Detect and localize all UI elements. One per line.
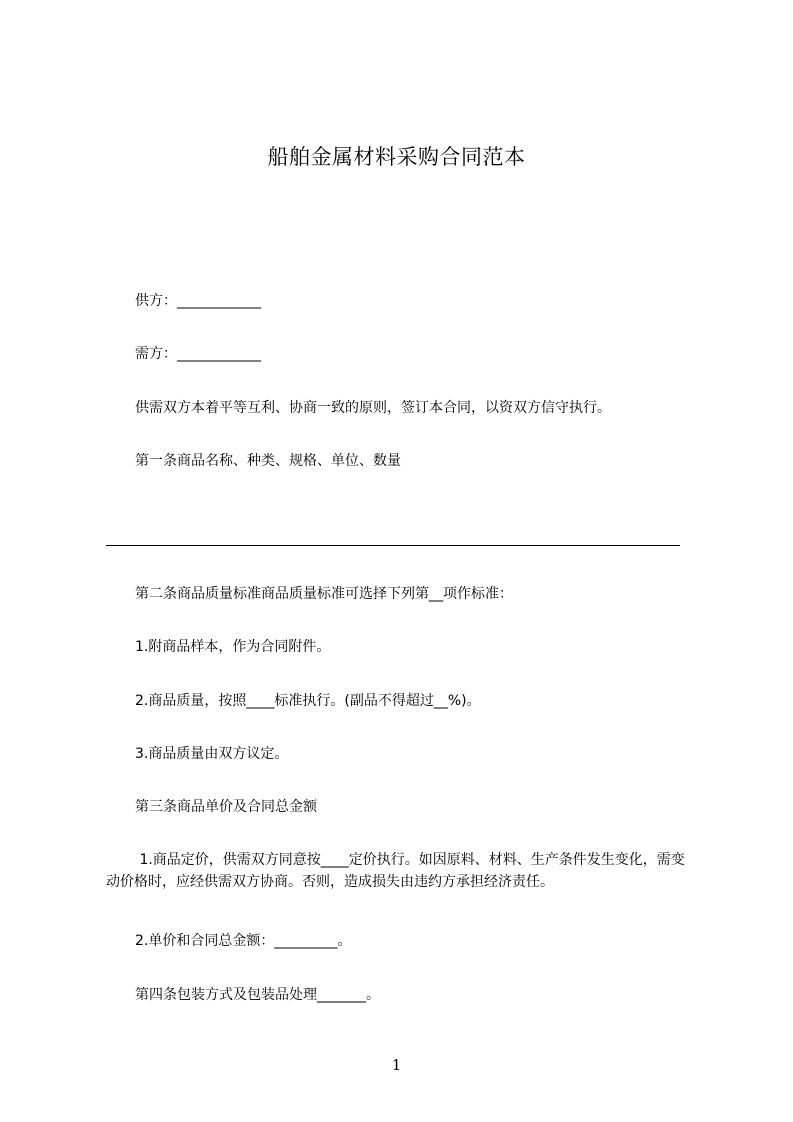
article-2-item-1: 1.附商品样本，作为合同附件。 (135, 639, 331, 655)
article-2-item-2: 2.商品质量，按照____标准执行。(副品不得超过__%)。 (135, 693, 481, 709)
supplier-field: 供方：____________ (135, 293, 261, 309)
intro-paragraph: 供需双方本着平等互利、协商一致的原则，签订本合同，以资双方信守执行。 (135, 400, 611, 416)
article-3-item-1: 1.商品定价，供需双方同意按____定价执行。如因原料、材料、生产条件发生变化，需变动价格时，应经供需双方协商。否则，造成损失由违约方承担经济责任。 (106, 852, 685, 890)
buyer-field: 需方：____________ (135, 346, 261, 362)
blank-rule-line (106, 545, 680, 546)
article-3-heading: 第三条商品单价及合同总金额 (135, 799, 317, 815)
article-1-heading: 第一条商品名称、种类、规格、单位、数量 (135, 453, 401, 469)
article-3-item-2: 2.单价和合同总金额：_________。 (135, 933, 352, 949)
article-4-heading: 第四条包装方式及包装品处理_______。 (135, 987, 380, 1003)
page-number: 1 (391, 1056, 402, 1074)
page-title: 船舶金属材料采购合同范本 (267, 145, 526, 169)
article-2-heading: 第二条商品质量标准商品质量标准可选择下列第__项作标准： (135, 586, 513, 602)
article-2-item-3: 3.商品质量由双方议定。 (135, 746, 289, 762)
